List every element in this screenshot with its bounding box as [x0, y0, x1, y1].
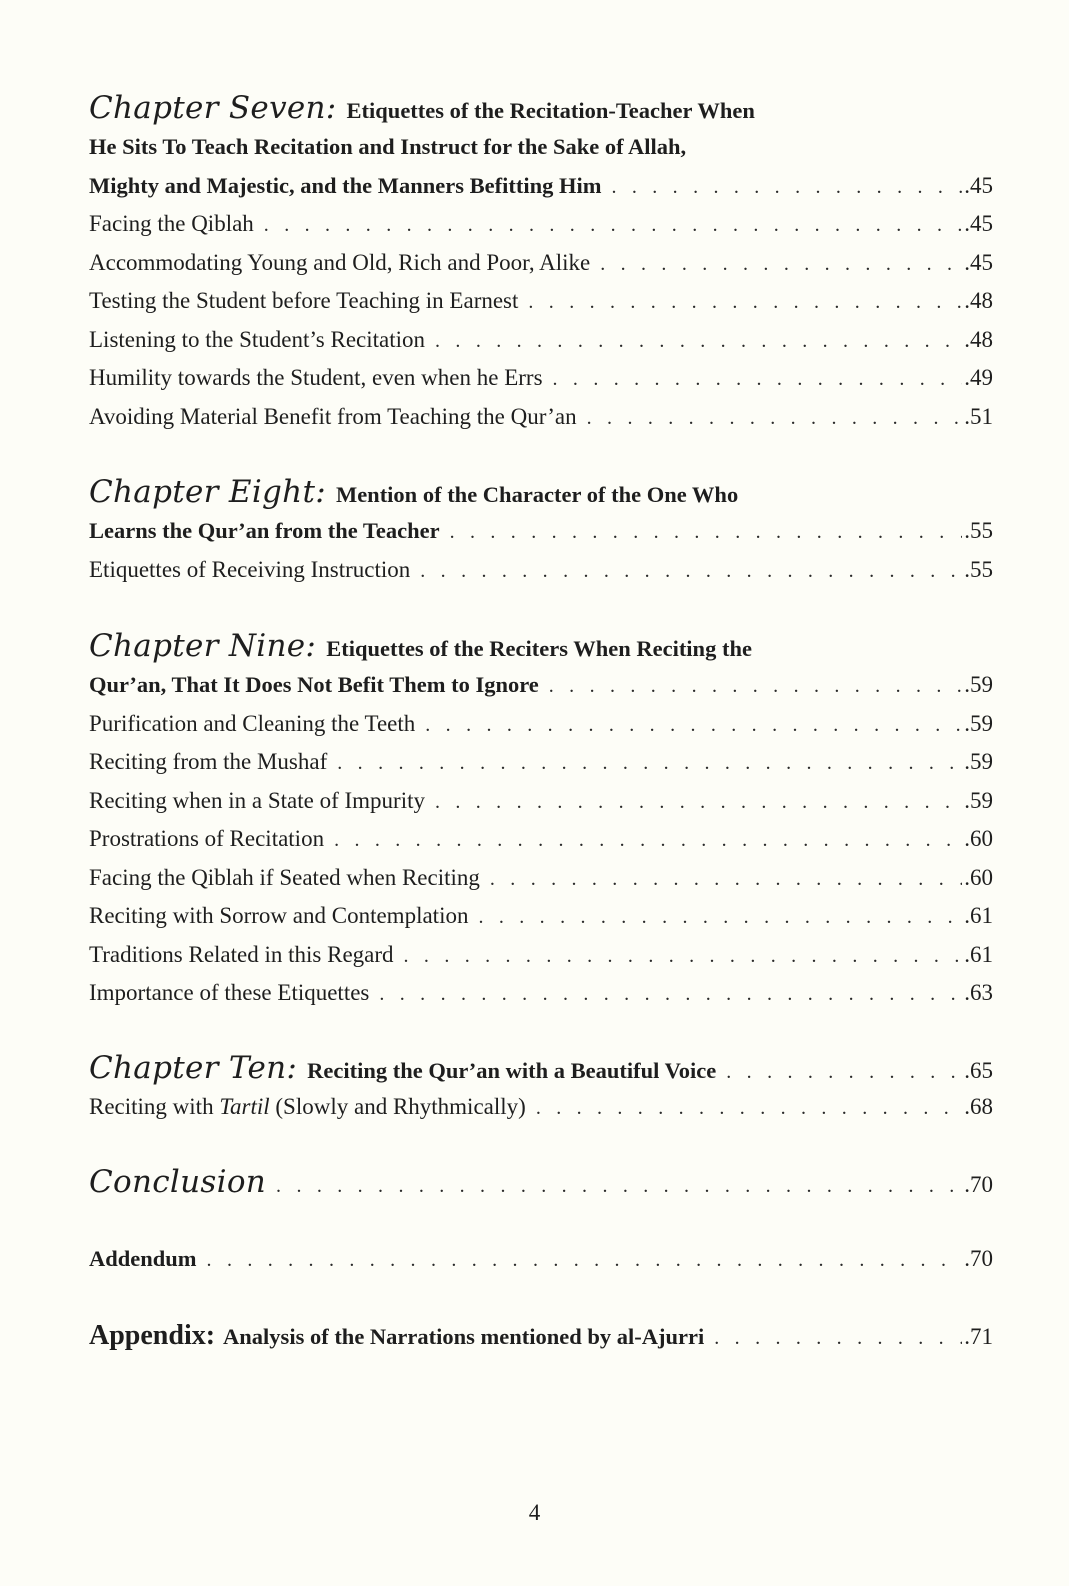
toc-entry-page: .49 [964, 365, 993, 390]
toc-entry-title: Facing the Qiblah [89, 211, 254, 236]
toc-entry[interactable] [89, 820, 993, 859]
toc-entry-title: Purification and Cleaning the Teeth [89, 710, 416, 736]
chapter-eight-section [89, 472, 993, 589]
page-footer-number: 4 [528, 1500, 541, 1525]
toc-entry-title: Reciting when in a State of Impurity [89, 787, 425, 813]
toc-entry[interactable] [89, 244, 993, 283]
chapter-seven-label: Chapter Seven: [89, 90, 337, 126]
chapter-seven-title-line-2: He Sits To Teach Recitation and Instruct for the Sake of Allah, [89, 134, 687, 159]
dot-leader [528, 283, 962, 322]
toc-entry-title: Prostrations of Recitation [89, 826, 325, 851]
addendum-page-number: .70 [964, 1246, 993, 1271]
toc-entry-page: .59 [964, 787, 993, 813]
chapter-eight-title-line-2-row[interactable] [89, 512, 993, 551]
dot-leader [450, 513, 963, 552]
dot-leader [207, 1241, 963, 1280]
toc-entry[interactable] [89, 321, 993, 360]
addendum-label: Addendum [89, 1246, 197, 1271]
chapter-eight-title-line-1: Mention of the Character of the One Who [335, 482, 739, 507]
appendix-row[interactable] [89, 1316, 993, 1356]
chapter-ten-heading[interactable] [89, 1048, 993, 1088]
chapter-seven-title-line-2-row [89, 128, 993, 167]
dot-leader [611, 168, 962, 207]
toc-entry-page: .60 [964, 826, 993, 851]
toc-entry-title: Listening to the Student’s Recitation [89, 326, 426, 352]
toc-entry-title: Reciting with Sorrow and Contemplation [89, 903, 469, 928]
dot-leader [264, 206, 962, 245]
toc-entry-page: .61 [964, 903, 993, 928]
toc-entry-page: .51 [964, 403, 993, 429]
dot-leader [425, 706, 962, 745]
toc-entry-title: Humility towards the Student, even when he Errs [89, 365, 543, 390]
chapter-nine-title-line-2: Qur’an, That It Does Not Befit Them to Ignore [89, 672, 539, 697]
chapter-seven-title-line-3: Mighty and Majestic, and the Manners Befitting Him [89, 172, 602, 198]
addendum-row[interactable] [89, 1240, 993, 1279]
chapter-ten-label: Chapter Ten: [89, 1050, 298, 1086]
appendix-page-number: .71 [964, 1324, 993, 1349]
conclusion-label: Conclusion [89, 1164, 267, 1200]
chapter-seven-title-line-1: Etiquettes of the Recitation-Teacher When [346, 98, 755, 123]
chapter-seven-section [89, 88, 993, 436]
dot-leader [587, 399, 963, 438]
table-of-contents-page [89, 0, 993, 1586]
toc-entry-title: Testing the Student before Teaching in Earnest [89, 288, 519, 313]
dot-leader [478, 898, 962, 937]
chapter-nine-section [89, 626, 993, 1013]
conclusion-section [89, 1162, 993, 1202]
dot-leader [600, 245, 962, 284]
toc-entry-title: Accommodating Young and Old, Rich and Poor, Alike [89, 249, 591, 275]
appendix-section [89, 1316, 993, 1356]
chapter-nine-label: Chapter Nine: [89, 628, 317, 664]
chapter-seven-title-line-3-row[interactable] [89, 167, 993, 206]
toc-entry-page: .48 [964, 288, 993, 313]
toc-entry[interactable] [89, 282, 993, 321]
toc-entry-page: .45 [964, 211, 993, 236]
chapter-nine-title-line-1: Etiquettes of the Reciters When Reciting the [326, 636, 752, 661]
toc-entry-page: .45 [964, 249, 993, 275]
dot-leader [726, 1052, 962, 1092]
dot-leader [714, 1318, 962, 1358]
appendix-title: Analysis of the Narrations mentioned by al-Ajurri [223, 1324, 705, 1349]
toc-entry-page: .68 [964, 1094, 993, 1119]
chapter-seven-page-number: .45 [964, 172, 993, 198]
toc-entry-page: .48 [964, 326, 993, 352]
toc-entry[interactable] [89, 782, 993, 821]
toc-entry-title: Reciting from the Mushaf [89, 749, 328, 774]
chapter-nine-heading [89, 626, 993, 666]
dot-leader [490, 860, 962, 899]
dot-leader [435, 783, 962, 822]
appendix-label: Appendix: [89, 1320, 216, 1351]
toc-entry-title: Facing the Qiblah if Seated when Reciting [89, 864, 480, 890]
chapter-eight-heading [89, 472, 993, 512]
dot-leader [404, 937, 963, 976]
chapter-ten-page-number: .65 [964, 1058, 993, 1083]
addendum-section [89, 1240, 993, 1279]
toc-entry-page: .55 [964, 556, 993, 582]
chapter-eight-page-number: .55 [964, 518, 993, 543]
dot-leader [334, 821, 962, 860]
conclusion-page-number: .70 [964, 1172, 993, 1197]
chapter-seven-heading [89, 88, 993, 128]
dot-leader [276, 1166, 962, 1206]
toc-entry[interactable] [89, 551, 993, 590]
toc-entry-title-italic: Tartil [219, 1094, 270, 1119]
toc-entry-title: Avoiding Material Benefit from Teaching the Qur’an [89, 403, 577, 429]
toc-entry-title-suffix: (Slowly and Rhythmically) [269, 1094, 526, 1119]
toc-entry[interactable] [89, 897, 993, 936]
toc-entry-title: Traditions Related in this Regard [89, 941, 394, 967]
toc-entry-page: .60 [964, 864, 993, 890]
conclusion-row[interactable] [89, 1162, 993, 1202]
chapter-eight-label: Chapter Eight: [89, 474, 326, 510]
dot-leader [549, 667, 962, 706]
dot-leader [536, 1089, 962, 1128]
dot-leader [435, 322, 962, 361]
toc-entry[interactable] [89, 359, 993, 398]
toc-entry-page: .61 [964, 941, 993, 967]
toc-entry-page: .59 [964, 710, 993, 736]
chapter-nine-title-line-2-row[interactable] [89, 666, 993, 705]
chapter-ten-section [89, 1048, 993, 1127]
toc-entry[interactable] [89, 974, 993, 1013]
toc-entry[interactable] [89, 205, 993, 244]
toc-entry[interactable] [89, 705, 993, 744]
toc-entry-page: .63 [964, 980, 993, 1005]
toc-entry-title: Importance of these Etiquettes [89, 980, 370, 1005]
dot-leader [379, 975, 962, 1014]
toc-entry[interactable] [89, 859, 993, 898]
toc-entry[interactable] [89, 743, 993, 782]
toc-entry[interactable] [89, 398, 993, 437]
chapter-nine-page-number: .59 [964, 672, 993, 697]
dot-leader [337, 744, 962, 783]
chapter-eight-title-line-2: Learns the Qur’an from the Teacher [89, 518, 440, 543]
toc-entry[interactable] [89, 936, 993, 975]
dot-leader [420, 552, 962, 591]
dot-leader [553, 360, 963, 399]
toc-entry[interactable] [89, 1088, 993, 1127]
toc-entry-title [89, 1088, 526, 1127]
toc-entry-title: Etiquettes of Receiving Instruction [89, 556, 411, 582]
chapter-ten-title: Reciting the Qur’an with a Beautiful Voice [307, 1058, 717, 1083]
toc-entry-page: .59 [964, 749, 993, 774]
toc-entry-title-prefix: Reciting with [89, 1094, 220, 1119]
